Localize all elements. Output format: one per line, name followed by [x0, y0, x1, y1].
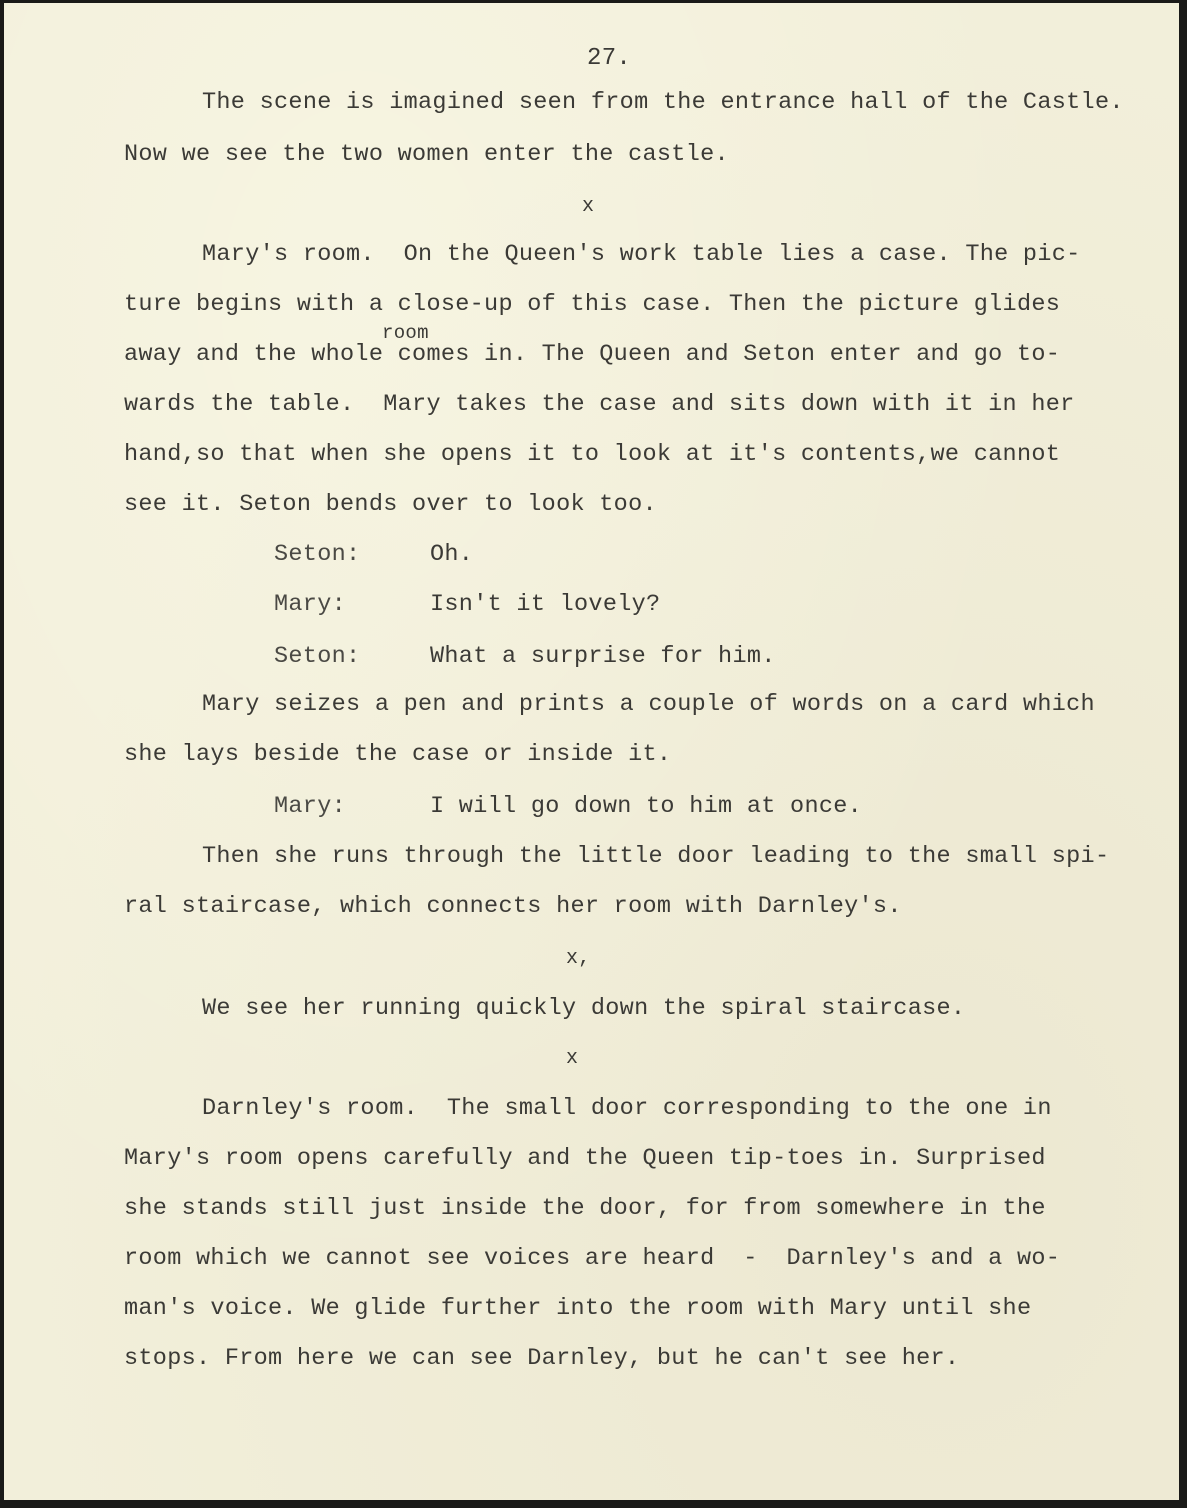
paragraph-line: ral staircase, which connects her room with Darnley's. — [124, 893, 902, 920]
scene-separator: x, — [566, 947, 591, 970]
scene-separator: x — [582, 195, 595, 218]
paragraph-line: away and the whole comes in. The Queen and Seton enter and go to- — [124, 341, 1061, 368]
paragraph-line: The scene is imagined seen from the entrance hall of the Castle. — [202, 89, 1124, 116]
typewritten-page — [4, 3, 1179, 1500]
paragraph-line: she stands still just inside the door, for from somewhere in the — [124, 1195, 1046, 1222]
paragraph-line: hand,so that when she opens it to look at it's contents,we cannot — [124, 441, 1061, 468]
paragraph-line: Mary seizes a pen and prints a couple of words on a card which — [202, 691, 1095, 718]
paragraph-line: Mary's room opens carefully and the Queen tip-toes in. Surprised — [124, 1145, 1046, 1172]
paragraph-line: she lays beside the case or inside it. — [124, 741, 672, 768]
dialogue-line: What a surprise for him. — [430, 643, 776, 670]
paragraph-line: Now we see the two women enter the castle. — [124, 141, 729, 168]
dialogue-line: I will go down to him at once. — [430, 793, 863, 820]
interlinear-insertion: room — [382, 322, 429, 344]
scene-separator: x — [566, 1047, 579, 1070]
paragraph-line: see it. Seton bends over to look too. — [124, 491, 657, 518]
dialogue-speaker: Mary: — [274, 591, 347, 618]
paragraph-line: We see her running quickly down the spiral staircase. — [202, 995, 966, 1022]
page-number: 27. — [587, 45, 632, 72]
paragraph-line: Darnley's room. The small door corresponding to the one in — [202, 1095, 1052, 1122]
paragraph-line: room which we cannot see voices are heard - Darnley's and a wo- — [124, 1245, 1061, 1272]
paragraph-line: wards the table. Mary takes the case and sits down with it in her — [124, 391, 1075, 418]
dialogue-line: Oh. — [430, 541, 474, 568]
paragraph-line: man's voice. We glide further into the room with Mary until she — [124, 1295, 1032, 1322]
dialogue-speaker: Mary: — [274, 793, 347, 820]
paragraph-line: Mary's room. On the Queen's work table lies a case. The pic- — [202, 241, 1081, 268]
dialogue-line: Isn't it lovely? — [430, 591, 661, 618]
paragraph-line: ture begins with a close-up of this case. Then the picture glides — [124, 291, 1061, 318]
paragraph-line: stops. From here we can see Darnley, but he can't see her. — [124, 1345, 960, 1372]
dialogue-speaker: Seton: — [274, 643, 361, 670]
paragraph-line: Then she runs through the little door leading to the small spi- — [202, 843, 1110, 870]
dialogue-speaker: Seton: — [274, 541, 361, 568]
